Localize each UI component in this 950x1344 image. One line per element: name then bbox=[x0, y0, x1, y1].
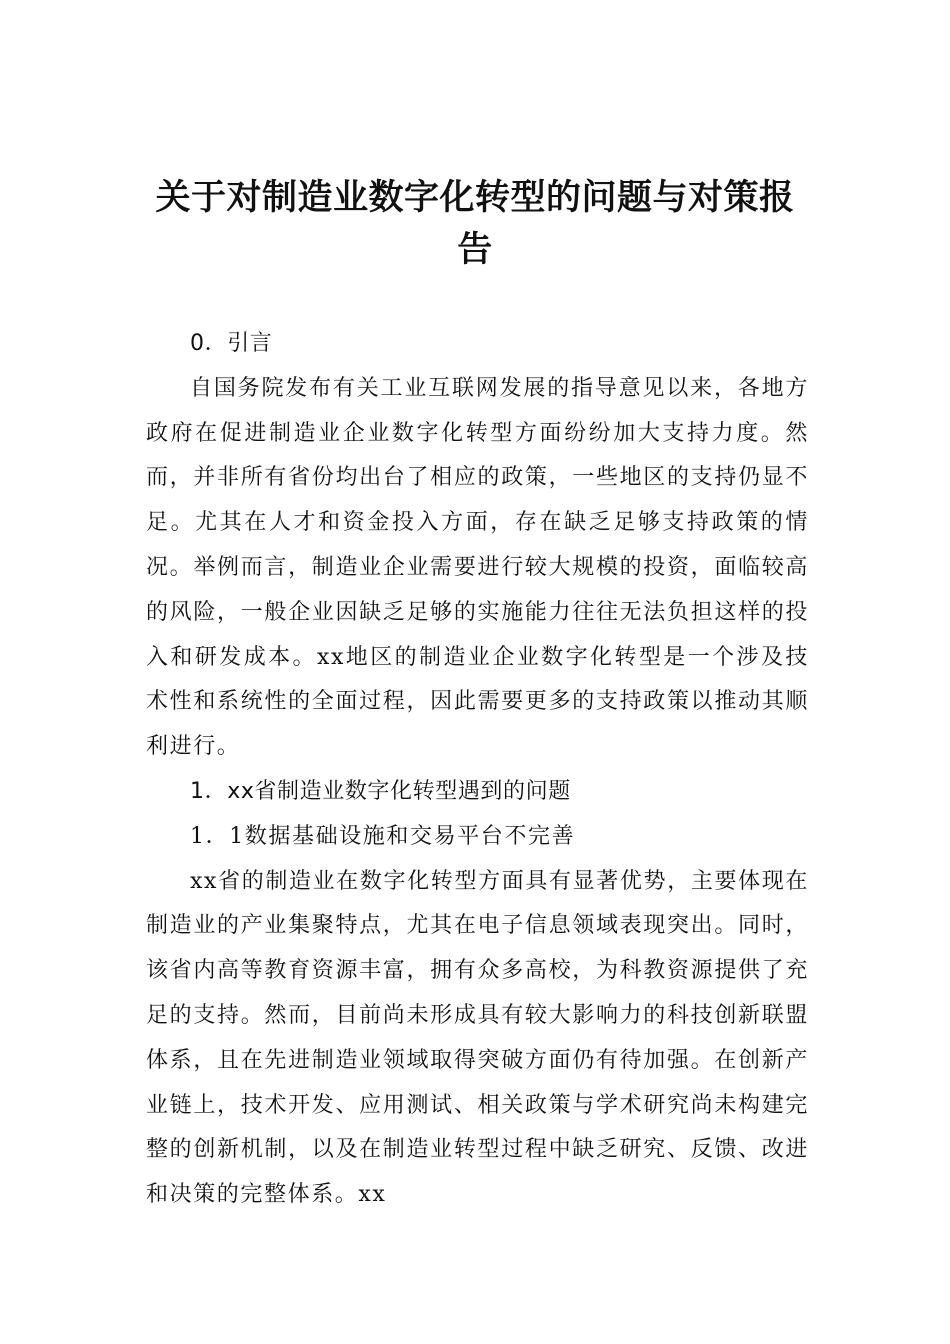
section-heading-problems: 1．xx省制造业数字化转型遇到的问题 bbox=[190, 778, 571, 804]
document-body bbox=[146, 322, 809, 1218]
section-heading-introduction: 0．引言 bbox=[190, 331, 273, 356]
document-title: 关于对制造业数字化转型的问题与对策报告 bbox=[155, 178, 795, 270]
subsection-heading-data-infrastructure: 1．1数据基础设施和交易平台不完善 bbox=[190, 823, 576, 849]
paragraph-introduction: 自国务院发布有关工业互联网发展的指导意见以来，各地方政府在促进制造业企业数字化转型方面纷纷加大支持力度。然而，并非所有省份均出台了相应的政策，一些地区的支持仍显不足。尤其在人才和资金投入方面，存在缺乏足够支持政策的情况。举例而言，制造业企业需要进行较大规模的投资，面临较高的风险，一般企业因缺乏足够的实施能力往往无法负担这样的投入和研发成本。xx地区的制造业企业数字化转型是一个涉及技术性和系统性的全面过程，因此需要更多的支持政策以推动其顺利进行。 bbox=[146, 375, 809, 760]
paragraph-data-infrastructure: xx省的制造业在数字化转型方面具有显著优势，主要体现在制造业的产业集聚特点，尤其在电子信息领域表现突出。同时，该省内高等教育资源丰富，拥有众多高校，为科教资源提供了充足的支持。然而，目前尚未形成具有较大影响力的科技创新联盟体系，且在先进制造业领域取得突破方面仍有待加强。在创新产业链上，技术开发、应用测试、相关政策与学术研究尚未构建完整的创新机制，以及在制造业转型过程中缺乏研究、反馈、改进和决策的完整体系。xx bbox=[146, 868, 809, 1208]
